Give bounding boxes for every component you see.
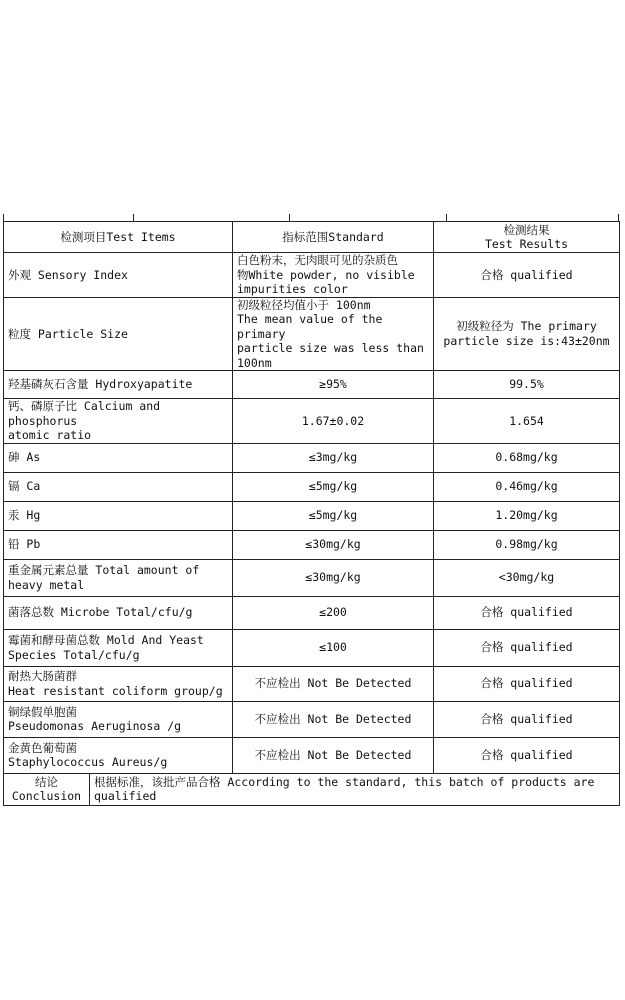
table-row [4, 399, 620, 444]
standard-cell [233, 399, 434, 444]
result-cell [434, 530, 620, 559]
test-item-cell-line: 铜绿假单胞菌 [8, 704, 77, 719]
standard-cell-line: ≤5mg/kg [308, 479, 358, 494]
test-item-cell-line: 砷 As [8, 450, 41, 465]
test-item-cell-line: 羟基磷灰石含量 Hydroxyapatite [8, 377, 193, 392]
standard-cell-line: particle size was less than [237, 341, 424, 355]
test-item-cell [4, 443, 233, 472]
standard-cell [233, 501, 434, 530]
table-row [4, 530, 620, 559]
tick-mark [133, 214, 134, 221]
result-cell [434, 443, 620, 472]
result-cell-line: 1.20mg/kg [495, 508, 558, 523]
result-cell-line: particle size is:43±20nm [443, 333, 610, 348]
standard-cell [233, 530, 434, 559]
test-item-cell [4, 596, 233, 629]
standard-cell-line: ≥95% [319, 377, 347, 392]
test-item-cell-line: Species Total/cfu/g [8, 647, 140, 662]
test-item-cell-line: 镉 Ca [8, 479, 41, 494]
result-cell-line: <30mg/kg [498, 570, 555, 585]
result-cell [434, 559, 620, 596]
standard-cell [233, 629, 434, 666]
result-cell [434, 701, 620, 737]
header-test-items: 检测项目Test Items [4, 222, 233, 253]
test-item-cell-line: 铅 Pb [8, 537, 41, 552]
standard-cell-line: ≤3mg/kg [308, 450, 358, 465]
result-cell-line: 合格 qualified [480, 605, 573, 620]
standard-cell-line: ≤5mg/kg [308, 508, 358, 523]
test-item-cell [4, 666, 233, 701]
result-cell-line: 合格 qualified [480, 640, 573, 655]
test-item-cell-line: 钙、磷原子比 Calcium and phosphorus [8, 399, 161, 428]
test-item-cell [4, 559, 233, 596]
test-item-cell [4, 472, 233, 501]
test-item-cell-line: 外观 Sensory Index [8, 267, 128, 282]
standard-cell-line: 100nm [237, 355, 272, 370]
standard-cell-line: 1.67±0.02 [301, 413, 365, 428]
result-cell [434, 596, 620, 629]
table-row [4, 371, 620, 399]
tick-mark [446, 214, 447, 221]
result-cell [434, 399, 620, 444]
standard-cell-line: ≤100 [319, 640, 347, 655]
standard-cell-line: 不应检出 Not Be Detected [254, 747, 412, 762]
result-cell [434, 371, 620, 399]
result-cell-line: 合格 qualified [480, 267, 573, 282]
test-item-cell-line: 金黄色葡萄菌 [8, 740, 77, 755]
conclusion-label [4, 773, 90, 805]
test-item-cell-line: 耐热大肠菌群 [8, 669, 77, 683]
standard-cell [233, 472, 434, 501]
result-cell-line: 99.5% [509, 377, 544, 392]
test-item-cell [4, 530, 233, 559]
table-row [4, 472, 620, 501]
result-cell [434, 737, 620, 773]
header-result-line: 检测结果 [503, 222, 550, 237]
table-row [4, 297, 620, 371]
tick-mark [618, 214, 619, 221]
standard-cell-line: 初级粒径均值小于 100nm [237, 297, 371, 312]
conclusion-text [90, 773, 620, 805]
conclusion-label-line: 结论 [35, 774, 58, 789]
standard-cell [233, 253, 434, 298]
test-item-cell-line: heavy metal [8, 577, 85, 592]
table-row [4, 629, 620, 666]
table-row [4, 501, 620, 530]
standard-cell-line: 物White powder, no visible [237, 267, 415, 282]
standard-cell [233, 701, 434, 737]
table-row [4, 596, 620, 629]
standard-cell-line: 不应检出 Not Be Detected [254, 711, 412, 726]
standard-cell [233, 559, 434, 596]
conclusion-label-line: Conclusion [11, 789, 82, 803]
table-header-row [4, 222, 620, 253]
conclusion-text-line: qualified [94, 789, 157, 803]
test-item-cell [4, 399, 233, 444]
table-row [4, 443, 620, 472]
table-row [4, 253, 620, 298]
header-test-results [434, 222, 620, 253]
test-item-cell-line: 菌落总数 Microbe Total/cfu/g [8, 605, 193, 620]
standard-cell [233, 297, 434, 371]
test-results-table [3, 221, 620, 806]
test-item-cell-line: atomic ratio [8, 428, 92, 442]
standard-cell-line: ≤30mg/kg [305, 570, 361, 585]
header-result-line: Test Results [484, 237, 569, 251]
standard-cell-line: ≤200 [319, 605, 347, 620]
conclusion-text-line: 根据标准，该批产品合格 According to the standard, this batch of products are [94, 774, 595, 789]
result-cell-line: 初级粒径为 The primary [456, 319, 597, 334]
tick-mark [289, 214, 290, 221]
result-cell [434, 297, 620, 371]
test-item-cell [4, 737, 233, 773]
test-item-cell-line: 重金属元素总量 Total amount of [8, 563, 200, 577]
test-item-cell-line: Heat resistant coliform group/g [8, 683, 223, 698]
result-cell-line: 1.654 [509, 413, 544, 428]
conclusion-row [4, 773, 620, 805]
result-cell-line: 合格 qualified [480, 747, 573, 762]
standard-cell [233, 371, 434, 399]
tick-mark [3, 214, 4, 221]
result-cell [434, 629, 620, 666]
test-item-cell-line: Staphylococcus Aureus/g [8, 755, 168, 769]
standard-cell-line: ≤30mg/kg [305, 537, 361, 552]
test-item-cell [4, 501, 233, 530]
test-item-cell [4, 371, 233, 399]
test-item-cell-line: Pseudomonas Aeruginosa /g [8, 719, 182, 733]
standard-cell-line: 白色粉末，无肉眼可见的杂质色 [237, 253, 398, 267]
table-row [4, 666, 620, 701]
test-item-cell-line: 汞 Hg [8, 508, 41, 523]
standard-cell [233, 737, 434, 773]
table-row [4, 559, 620, 596]
test-item-cell-line: 粒度 Particle Size [8, 326, 128, 341]
result-cell-line: 0.98mg/kg [495, 537, 558, 552]
result-cell-line: 合格 qualified [480, 711, 573, 726]
table-row [4, 701, 620, 737]
test-item-cell [4, 629, 233, 666]
standard-cell [233, 666, 434, 701]
result-cell [434, 501, 620, 530]
test-item-cell-line: 霉菌和酵母菌总数 Mold And Yeast [8, 633, 204, 647]
result-cell [434, 472, 620, 501]
test-item-cell [4, 253, 233, 298]
table-row [4, 737, 620, 773]
test-item-cell [4, 297, 233, 371]
standard-cell [233, 443, 434, 472]
result-cell [434, 253, 620, 298]
result-cell-line: 合格 qualified [480, 676, 573, 691]
result-cell [434, 666, 620, 701]
standard-cell-line: impurities color [237, 282, 348, 296]
test-item-cell [4, 701, 233, 737]
result-cell-line: 0.68mg/kg [495, 450, 558, 465]
standard-cell-line: 不应检出 Not Be Detected [254, 676, 412, 691]
header-standard: 指标范围Standard [233, 222, 434, 253]
standard-cell-line: The mean value of the primary [237, 312, 383, 341]
result-cell-line: 0.46mg/kg [495, 479, 558, 494]
standard-cell [233, 596, 434, 629]
